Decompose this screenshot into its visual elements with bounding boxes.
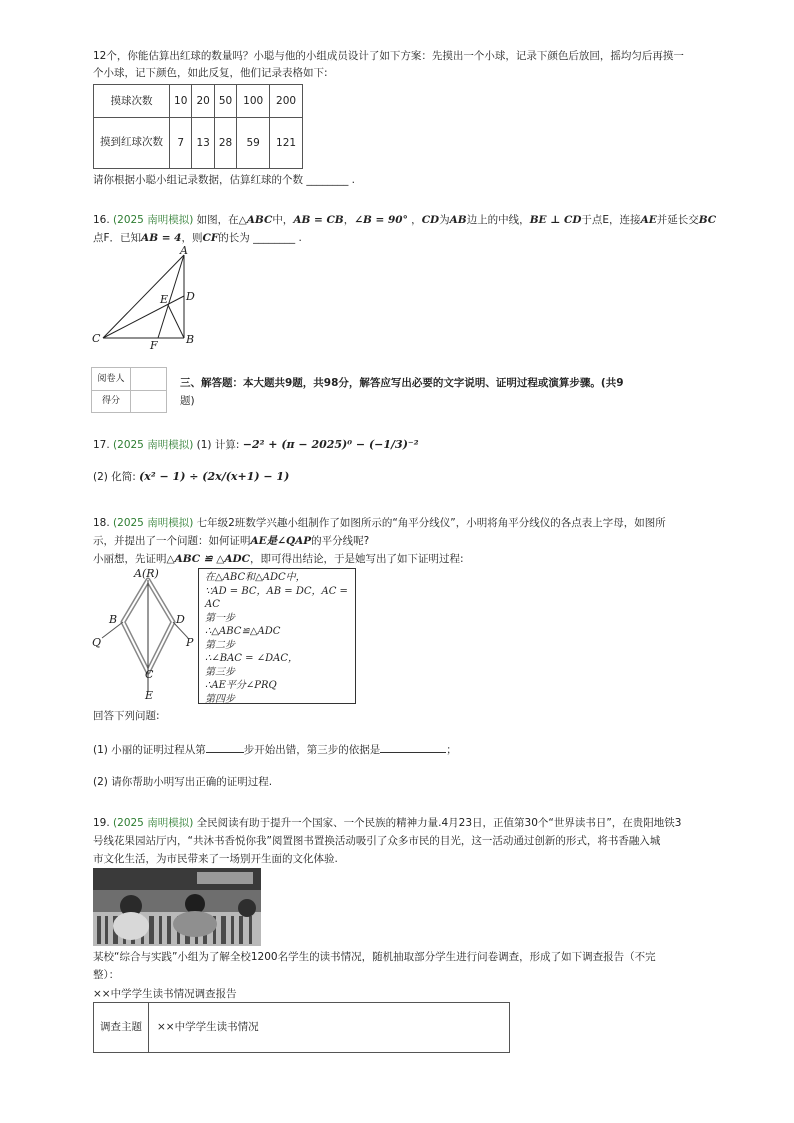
q18-text: 步开始出错，第三步的依据是 [243, 744, 381, 756]
q16-math: AB [449, 214, 467, 226]
proof-line: ∴AE平分∠PRQ [205, 680, 277, 691]
segment-ca [103, 255, 184, 338]
proof-line: 在△ABC和△ADC中， [205, 572, 306, 583]
table-cell: 28 [214, 118, 236, 169]
q18-text: 的平分线呢? [311, 535, 370, 547]
survey-report-table [93, 1002, 510, 1053]
vertex-label-f: F [150, 339, 158, 350]
vertex-label-a: A [180, 245, 188, 257]
q19-survey-line2: 整）： [93, 969, 120, 981]
score-box-field [131, 390, 167, 413]
table-cell: 100 [237, 85, 270, 118]
q17-part1 [93, 436, 693, 454]
score-box [91, 367, 167, 413]
point-label-d: D [176, 613, 185, 626]
q16-text: 如图，在 [196, 214, 239, 226]
q16-math: AB = CB [293, 214, 344, 226]
q17-label: (1) 计算: [196, 439, 240, 451]
q18-text: 小丽想，先证明 [93, 553, 167, 565]
answer-blank[interactable] [380, 752, 446, 753]
proof-line: 第一步 [205, 612, 235, 624]
q16-text: 点F．已知 [93, 232, 142, 244]
proof-line: ∴∠BAC = ∠DAC， [205, 653, 298, 664]
point-label-b: B [109, 613, 118, 626]
proof-line: 第二步 [205, 639, 235, 651]
proof-line: 第四步 [205, 693, 235, 705]
photo-person-right-body [173, 911, 217, 937]
photo-person-left-body [113, 912, 149, 940]
q18-text: ； [446, 744, 457, 756]
question-number: 18. [93, 517, 110, 529]
q18-text: ，即可得出结论，于是她写出了如下证明过程: [249, 553, 464, 565]
photo-sign [197, 872, 253, 884]
q16-math: BC [698, 214, 717, 226]
q16-math: CF [202, 232, 219, 244]
report-table-value: ××中学学生读书情况 [149, 1003, 510, 1053]
q16-text: ，则 [181, 232, 203, 244]
question-source: (2025 南明模拟) [113, 439, 194, 451]
question-number: 17. [93, 439, 110, 451]
table-cell: 10 [170, 85, 192, 118]
q16-text: 边上的中线， [466, 214, 530, 226]
q17-label: (2) 化简: [93, 471, 136, 483]
proof-line: 第三步 [205, 666, 235, 678]
answer-blank[interactable] [206, 752, 244, 753]
table-cell: 13 [192, 118, 214, 169]
proof-box [198, 568, 356, 704]
segment-be [168, 305, 184, 338]
question-number: 16. [93, 214, 110, 226]
vertex-label-d: D [186, 290, 195, 303]
q16-text: 并延长交 [656, 214, 699, 226]
point-label-p: P [186, 636, 194, 649]
q19-line2: 号线花果园站厅内，“共沐书香悦你我”阅置图书置换活动吸引了众多市民的目光，这一活动通过创新的形式，将书香融入城 [93, 835, 661, 847]
photo-person-edge [238, 899, 256, 917]
question-source: (2025 南明模拟) [113, 214, 194, 226]
q18-text: 示，并提出了一个问题：如何证明 [93, 535, 251, 547]
q16-math: AB = 4 [141, 232, 182, 244]
table-cell: 50 [214, 85, 236, 118]
q16-math: AE [640, 214, 657, 226]
vertex-label-b: B [186, 333, 195, 346]
q16-math: △ABC [238, 214, 273, 226]
reading-event-photo [93, 868, 261, 946]
q16-math: BE ⊥ CD [529, 214, 582, 226]
question-number: 19. [93, 817, 110, 829]
q18-text: 七年级2班数学兴趣小组制作了如图所示的“角平分线仪”，小明将角平分线仪的各点表上字母，如图所 [196, 517, 666, 529]
q18-line2 [93, 533, 693, 550]
report-table-label: 调查主题 [94, 1003, 149, 1053]
table-cell: 200 [270, 85, 303, 118]
q16-line1: 16. (2025 南明模拟) 如图，在△ABC中，AB = CB，∠B = 90° ，CD为AB边上的中线，BE ⊥ CD于点E，连接AE并延长交BC [93, 214, 717, 226]
q19-line3: 市文化生活，为市民带来了一场别开生面的文化体验. [93, 853, 338, 865]
q18-sub2: (2) 请你帮助小明写出正确的证明过程. [93, 776, 273, 788]
q16-text: 的长为 ________ . [218, 232, 302, 244]
q15-data-table [93, 84, 303, 169]
angle-bisector-instrument-figure [90, 566, 200, 701]
section-3-title-cont: 题) [180, 395, 195, 407]
q15-intro: 12个，你能估算出红球的数量吗？小聪与他的小组成员设计了如下方案：先摸出一个小球，记录下颜色后放回，摇均匀后再摸一个小球，记下颜色，如此反复，他们记录表格如下: [93, 50, 684, 79]
q16-triangle-figure [88, 245, 208, 350]
table-header-cell: 摸到红球次数 [94, 118, 170, 169]
q17-part2 [93, 468, 693, 486]
q18-answer-prompt: 回答下列问题: [93, 710, 160, 722]
q15-question: 请你根据小聪小组记录数据，估算红球的个数 ________ . [93, 174, 356, 186]
q16-math: ∠B = 90° [354, 214, 408, 226]
report-title: ××中学学生读书情况调查报告 [93, 988, 237, 1000]
segment-cd [103, 296, 184, 338]
q19-text: 全民阅读有助于提升一个国家、一个民族的精神力量.4月23日，正值第30个“世界读书日”，在贵阳地铁3 [196, 817, 682, 829]
q18-line1 [93, 515, 703, 532]
vertex-label-e: E [160, 293, 169, 306]
q18-sub1 [93, 742, 693, 759]
q18-math: AE是∠QAP [250, 535, 312, 547]
q16-text: 于点E，连接 [581, 214, 641, 226]
section-3-title: 三、解答题：本大题共9题，共98分，解答应写出必要的文字说明、证明过程或演算步骤。(共9 [180, 377, 624, 389]
score-box-label: 得分 [92, 390, 131, 413]
point-label-a: A(R) [134, 567, 159, 580]
question-source: (2025 南明模拟) [113, 817, 194, 829]
q18-text: (1) 小丽的证明过程从第 [93, 744, 206, 756]
q19-survey-line1: 某校“综合与实践”小组为了解全校1200名学生的读书情况，随机抽取部分学生进行问卷调查，形成了如下调查报告（不完 [93, 951, 656, 963]
point-label-e: E [145, 689, 154, 701]
q17-expression: (x² − 1) ÷ (2x/(x+1) − 1) [139, 470, 290, 483]
score-box-field [131, 368, 167, 391]
proof-line: ∵AD = BC，AB = DC，AC = AC [205, 585, 348, 610]
table-cell: 20 [192, 85, 214, 118]
point-label-q: Q [92, 636, 102, 649]
q17-expression: −2² + (π − 2025)⁰ − (−1/3)⁻² [242, 438, 419, 451]
q18-math: △ABC ≌ △ADC [166, 553, 250, 565]
table-cell: 7 [170, 118, 192, 169]
proof-line: ∴△ABC≌△ADC [205, 626, 281, 637]
table-header-cell: 摸球次数 [94, 85, 170, 118]
q16-text: 中， [272, 214, 294, 226]
q16-math: CD [421, 214, 440, 226]
table-cell: 59 [237, 118, 270, 169]
question-source: (2025 南明模拟) [113, 517, 194, 529]
table-cell: 121 [270, 118, 303, 169]
q16-text: 为 [439, 214, 450, 226]
point-label-c: C [145, 668, 154, 681]
score-box-label: 阅卷人 [92, 368, 131, 391]
vertex-label-c: C [92, 332, 101, 345]
q19-line1 [93, 815, 703, 832]
